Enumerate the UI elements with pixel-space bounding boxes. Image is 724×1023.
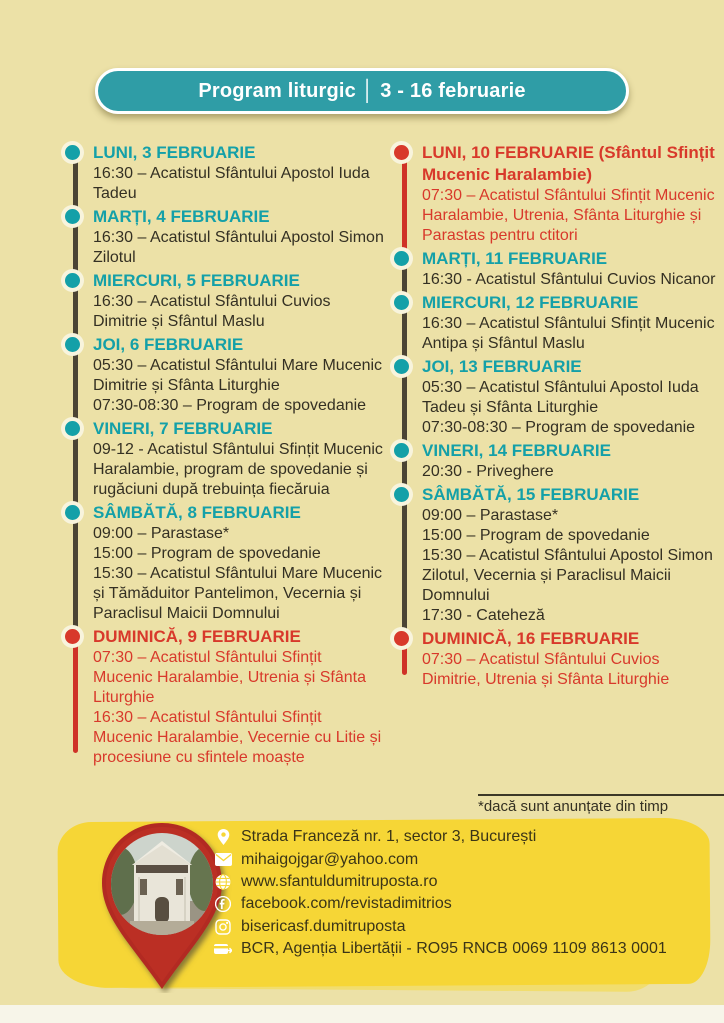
- church-map-pin: [94, 821, 232, 993]
- bank-icon: [214, 940, 232, 958]
- instagram-icon: [214, 918, 232, 936]
- timeline-dot: [394, 359, 409, 374]
- entry-day-label: JOI, 13 FEBRUARIE: [422, 357, 582, 376]
- timeline-line-segment: [402, 493, 407, 638]
- contact-text: BCR, Agenția Libertății - RO95 RNCB 0069 1109 8613 0001: [241, 940, 667, 958]
- timeline-dot: [394, 487, 409, 502]
- timeline-line-segment: [73, 427, 78, 512]
- entry-item: 16:30 – Acatistul Sfântului Sfințit Mucenic Haralambie, Vecernie cu Litie și procesiune cu sfintele moaște: [93, 709, 382, 766]
- entry-item: 15:00 – Program de spovedanie: [93, 545, 321, 562]
- entry-day-label: SÂMBĂTĂ, 15 FEBRUARIE: [422, 485, 640, 504]
- timeline-marker: [391, 628, 422, 692]
- timeline-dot: [394, 145, 409, 160]
- schedule-entry: [391, 484, 717, 628]
- entry-content: [422, 484, 717, 628]
- entry-day-label: DUMINICĂ, 16 FEBRUARIE: [422, 629, 640, 648]
- timeline-marker: [62, 334, 93, 418]
- timeline-dot: [65, 505, 80, 520]
- contact-text: facebook.com/revistadimitrios: [241, 895, 452, 913]
- timeline-dot: [394, 443, 409, 458]
- entry-content: [422, 356, 717, 440]
- entry-item: 20:30 - Priveghere: [422, 463, 554, 480]
- contact-row: [214, 916, 667, 938]
- entry-content: [93, 502, 384, 626]
- entry-day-label: SÂMBĂTĂ, 8 FEBRUARIE: [93, 503, 301, 522]
- entry-item: 17:30 - Cateheză: [422, 607, 545, 624]
- schedule-entry: [391, 292, 717, 356]
- globe-icon: [214, 873, 232, 891]
- page-bottom-edge: [0, 1005, 724, 1023]
- footnote: *dacă sunt anunțate din timp: [478, 794, 724, 815]
- entry-item: 16:30 – Acatistul Sfântului Sfințit Mucenic Antipa și Sfântul Maslu: [422, 315, 715, 352]
- timeline-dot: [65, 273, 80, 288]
- contact-text: mihaigojgar@yahoo.com: [241, 850, 419, 868]
- entry-day-label: VINERI, 14 FEBRUARIE: [422, 441, 611, 460]
- facebook-icon: [214, 895, 232, 913]
- entry-content: [422, 292, 717, 356]
- entry-day-label: DUMINICĂ, 9 FEBRUARIE: [93, 627, 301, 646]
- entry-day-label: MIERCURI, 5 FEBRUARIE: [93, 271, 300, 290]
- entry-content: [93, 142, 384, 206]
- entry-day-label: VINERI, 7 FEBRUARIE: [93, 419, 273, 438]
- schedule-entry: [62, 334, 384, 418]
- entry-item: 09:00 – Parastase*: [93, 525, 230, 542]
- entry-item: 15:00 – Program de spovedanie: [422, 527, 650, 544]
- entry-day-label: MIERCURI, 12 FEBRUARIE: [422, 293, 639, 312]
- timeline-marker: [391, 356, 422, 440]
- contact-row: [214, 893, 667, 915]
- contact-block: [214, 826, 667, 960]
- schedule-entry: [391, 628, 717, 692]
- timeline-line-segment: [73, 511, 78, 636]
- entry-content: [93, 418, 384, 502]
- timeline-dot: [394, 251, 409, 266]
- timeline-line-segment: [402, 365, 407, 450]
- timeline-marker: [391, 292, 422, 356]
- location-pin-icon: [214, 828, 232, 846]
- timeline-marker: [391, 484, 422, 628]
- timeline-dot: [65, 421, 80, 436]
- map-pin-icon: [94, 821, 232, 993]
- schedule-column-left: [62, 142, 384, 770]
- schedule-entry: [62, 142, 384, 206]
- entry-day-label: JOI, 6 FEBRUARIE: [93, 335, 244, 354]
- schedule-entry: [391, 142, 717, 248]
- timeline-marker: [391, 142, 422, 248]
- entry-item: 16:30 – Acatistul Sfântului Cuvios Dimitrie și Sfântul Maslu: [93, 293, 331, 330]
- contact-text: Strada Franceză nr. 1, sector 3, București: [241, 828, 537, 846]
- entry-content: [93, 626, 384, 770]
- timeline-marker: [391, 440, 422, 484]
- timeline-dot: [394, 295, 409, 310]
- entry-content: [93, 334, 384, 418]
- entry-day-label: LUNI, 3 FEBRUARIE: [93, 143, 256, 162]
- entry-item: 07:30 – Acatistul Sfântului Sfințit Mucenic Haralambie, Utrenia, Sfânta Liturghie și Parastas pentru ctitori: [422, 187, 715, 244]
- entry-content: [93, 206, 384, 270]
- timeline-dot: [394, 631, 409, 646]
- contact-row: [214, 826, 667, 848]
- entry-day-label: MARȚI, 11 FEBRUARIE: [422, 249, 608, 268]
- schedule-column-right: [391, 142, 717, 692]
- entry-item: 07:30 – Acatistul Sfântului Cuvios Dimitrie, Utrenia și Sfânta Liturghie: [422, 651, 670, 688]
- entry-content: [422, 440, 717, 484]
- entry-content: [422, 142, 717, 248]
- entry-item: 07:30 – Acatistul Sfântului Sfințit Mucenic Haralambie, Utrenia și Sfânta Liturghie: [93, 649, 367, 706]
- schedule-entry: [391, 248, 717, 292]
- schedule-entry: [391, 440, 717, 484]
- entry-day-label: LUNI, 10 FEBRUARIE (Sfântul Sfințit Mucenic Haralambie): [422, 143, 715, 184]
- schedule-entry: [62, 270, 384, 334]
- entry-content: [422, 248, 717, 292]
- contact-row: [214, 871, 667, 893]
- entry-item: 16:30 - Acatistul Sfântului Cuvios Nicanor: [422, 271, 716, 288]
- schedule-entry: [62, 206, 384, 270]
- entry-day-label: MARȚI, 4 FEBRUARIE: [93, 207, 270, 226]
- entry-item: 15:30 – Acatistul Sfântului Mare Mucenic și Tămăduitor Pantelimon, Vecernia și Paraclisul Maicii Domnului: [93, 565, 383, 622]
- timeline-dot: [65, 145, 80, 160]
- entry-item: 05:30 – Acatistul Sfântului Apostol Iuda Tadeu și Sfânta Liturghie: [422, 379, 699, 416]
- timeline-marker: [62, 502, 93, 626]
- schedule-entry: [62, 626, 384, 770]
- timeline-marker: [62, 206, 93, 270]
- timeline-dot: [65, 629, 80, 644]
- entry-item: 09:00 – Parastase*: [422, 507, 559, 524]
- contact-text: www.sfantuldumitruposta.ro: [241, 872, 438, 890]
- entry-item: 05:30 – Acatistul Sfântului Mare Mucenic Dimitrie și Sfânta Liturghie: [93, 357, 383, 394]
- timeline-marker: [62, 142, 93, 206]
- page-title: Program liturgic │ 3 - 16 februarie: [198, 79, 526, 102]
- contact-row: [214, 848, 667, 870]
- entry-item: 16:30 – Acatistul Sfântului Apostol Simon Zilotul: [93, 229, 384, 266]
- timeline-marker: [62, 418, 93, 502]
- timeline-line-segment: [73, 343, 78, 428]
- timeline-dot: [65, 337, 80, 352]
- timeline-dot: [65, 209, 80, 224]
- schedule-entry: [391, 356, 717, 440]
- schedule-entry: [62, 502, 384, 626]
- entry-item: 16:30 – Acatistul Sfântului Apostol Iuda Tadeu: [93, 165, 370, 202]
- contact-text: bisericasf.dumitruposta: [241, 917, 406, 935]
- timeline-line-segment: [402, 151, 407, 258]
- entry-content: [93, 270, 384, 334]
- entry-item: 07:30-08:30 – Program de spovedanie: [422, 419, 696, 436]
- entry-item: 15:30 – Acatistul Sfântului Apostol Simon Zilotul, Vecernia și Paraclisul Maicii Domnului: [422, 547, 713, 604]
- contact-row: [214, 938, 667, 960]
- timeline-marker: [62, 626, 93, 770]
- timeline-marker: [62, 270, 93, 334]
- timeline-marker: [391, 248, 422, 292]
- email-icon: [214, 851, 232, 869]
- entry-content: [422, 628, 717, 692]
- entry-item: 09-12 - Acatistul Sfântului Sfințit Mucenic Haralambie, program de spovedanie și rugăciuni după trebuința fiecăruia: [93, 441, 383, 498]
- timeline-line-segment: [73, 635, 78, 753]
- schedule-entry: [62, 418, 384, 502]
- header-pill: [95, 68, 629, 114]
- entry-item: 07:30-08:30 – Program de spovedanie: [93, 397, 367, 414]
